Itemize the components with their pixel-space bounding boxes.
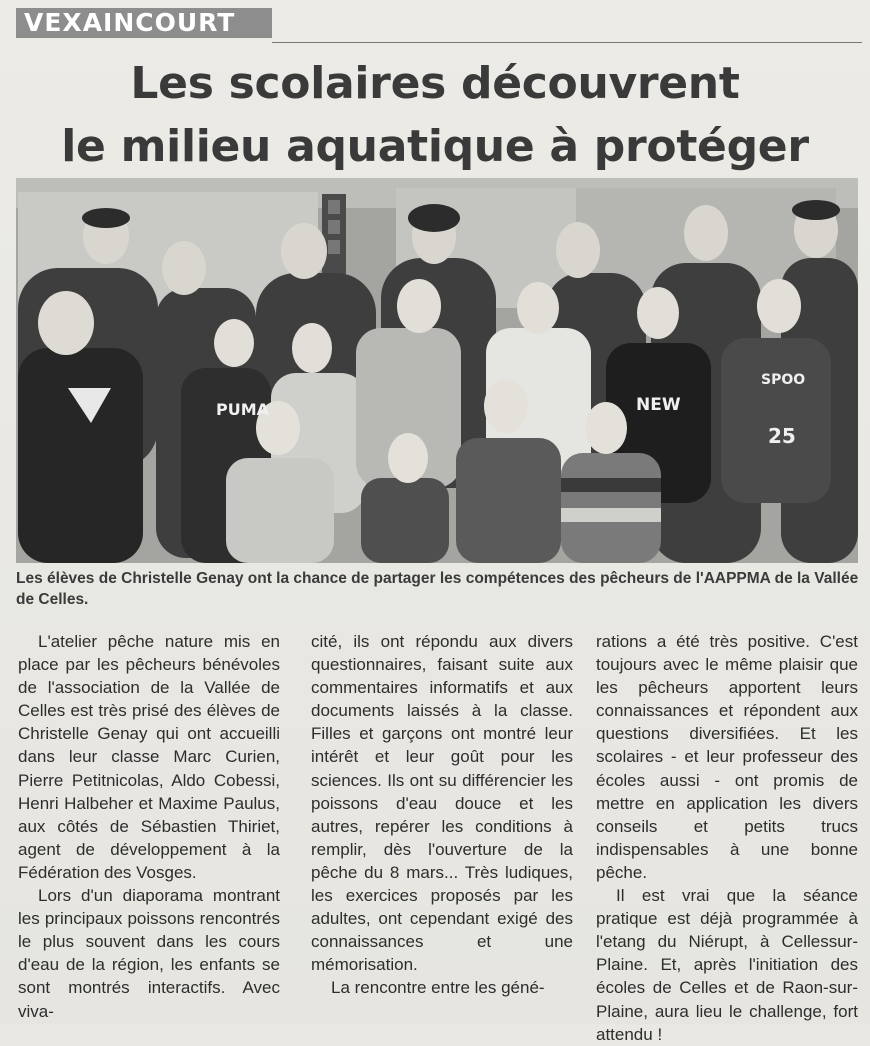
photo-caption: Les élèves de Christelle Genay ont la chance de partager les compétences des pêcheurs de l'AAPPMA de la Vallée de Celles.: [16, 570, 859, 608]
paragraph: rations a été très positive. C'est toujours avec le même plaisir que les pêcheurs apportent leurs connaissances et répondent aux questions diversifiées. Et les scolaires - et leur professeur des écoles aussi - ont promis de mettre en application les divers conseils et petits trucs indispensables à une bonne pêche.: [596, 632, 858, 882]
shirt-text-new: NEW: [636, 395, 681, 415]
article-column-3: [596, 630, 858, 1046]
group-photo-image: [16, 178, 858, 563]
headline-line-1: Les scolaires découvrent: [130, 58, 740, 109]
paragraph: Lors d'un diaporama montrant les principaux poissons rencontrés le plus souvent dans les cours d'eau de la région, les enfants se sont montrés interactifs. Avec viva-: [18, 886, 280, 1021]
paragraph: La rencontre entre les géné-: [331, 978, 545, 998]
article-body: [12, 630, 862, 1044]
shirt-text-puma: PUMA: [216, 400, 270, 419]
shirt-text-number: 25: [768, 424, 796, 448]
headline: [16, 52, 854, 178]
header-rule: [272, 42, 862, 43]
article-column-1: [18, 630, 280, 1023]
article-column-2: [311, 630, 573, 1000]
group-photo: [16, 178, 858, 563]
paragraph: cité, ils ont répondu aux divers questionnaires, faisant suite aux commentaires informatifs et aux documents laissés à la classe. Filles et garçons ont montré leur intérêt et leur goût pour les sciences. Ils ont su différencier les poissons d'eau douce et les autres, repérer les conditions à remplir, dès l'ouverture de la pêche du 8 mars... Très ludiques, les exercices proposés par les adultes, ont cependant exigé des connaissances et une mémorisation.: [311, 632, 573, 975]
shirt-text-spoo: SPOO: [761, 372, 806, 388]
headline-line-2: le milieu aquatique à protéger: [61, 121, 809, 172]
paragraph: Il est vrai que la séance pratique est déjà programmée à l'etang du Niérupt, à Cellessur-Plaine. Et, après l'initiation des écoles de Celles et de Raon-sur-Plaine, aura lieu le challenge, fort attendu !: [596, 886, 858, 1044]
section-label: VEXAINCOURT: [16, 8, 272, 38]
paragraph: L'atelier pêche nature mis en place par les pêcheurs bénévoles de l'association de la Vallée de Celles est très prisé des élèves de Christelle Genay qui ont accueilli dans leur classe Marc Curien, Pierre Petitnicolas, Aldo Cobessi, Henri Halbeher et Maxime Paulus, aux côtés de Sébastien Thiriet, agent de développement à la Fédération des Vosges.: [18, 632, 280, 882]
